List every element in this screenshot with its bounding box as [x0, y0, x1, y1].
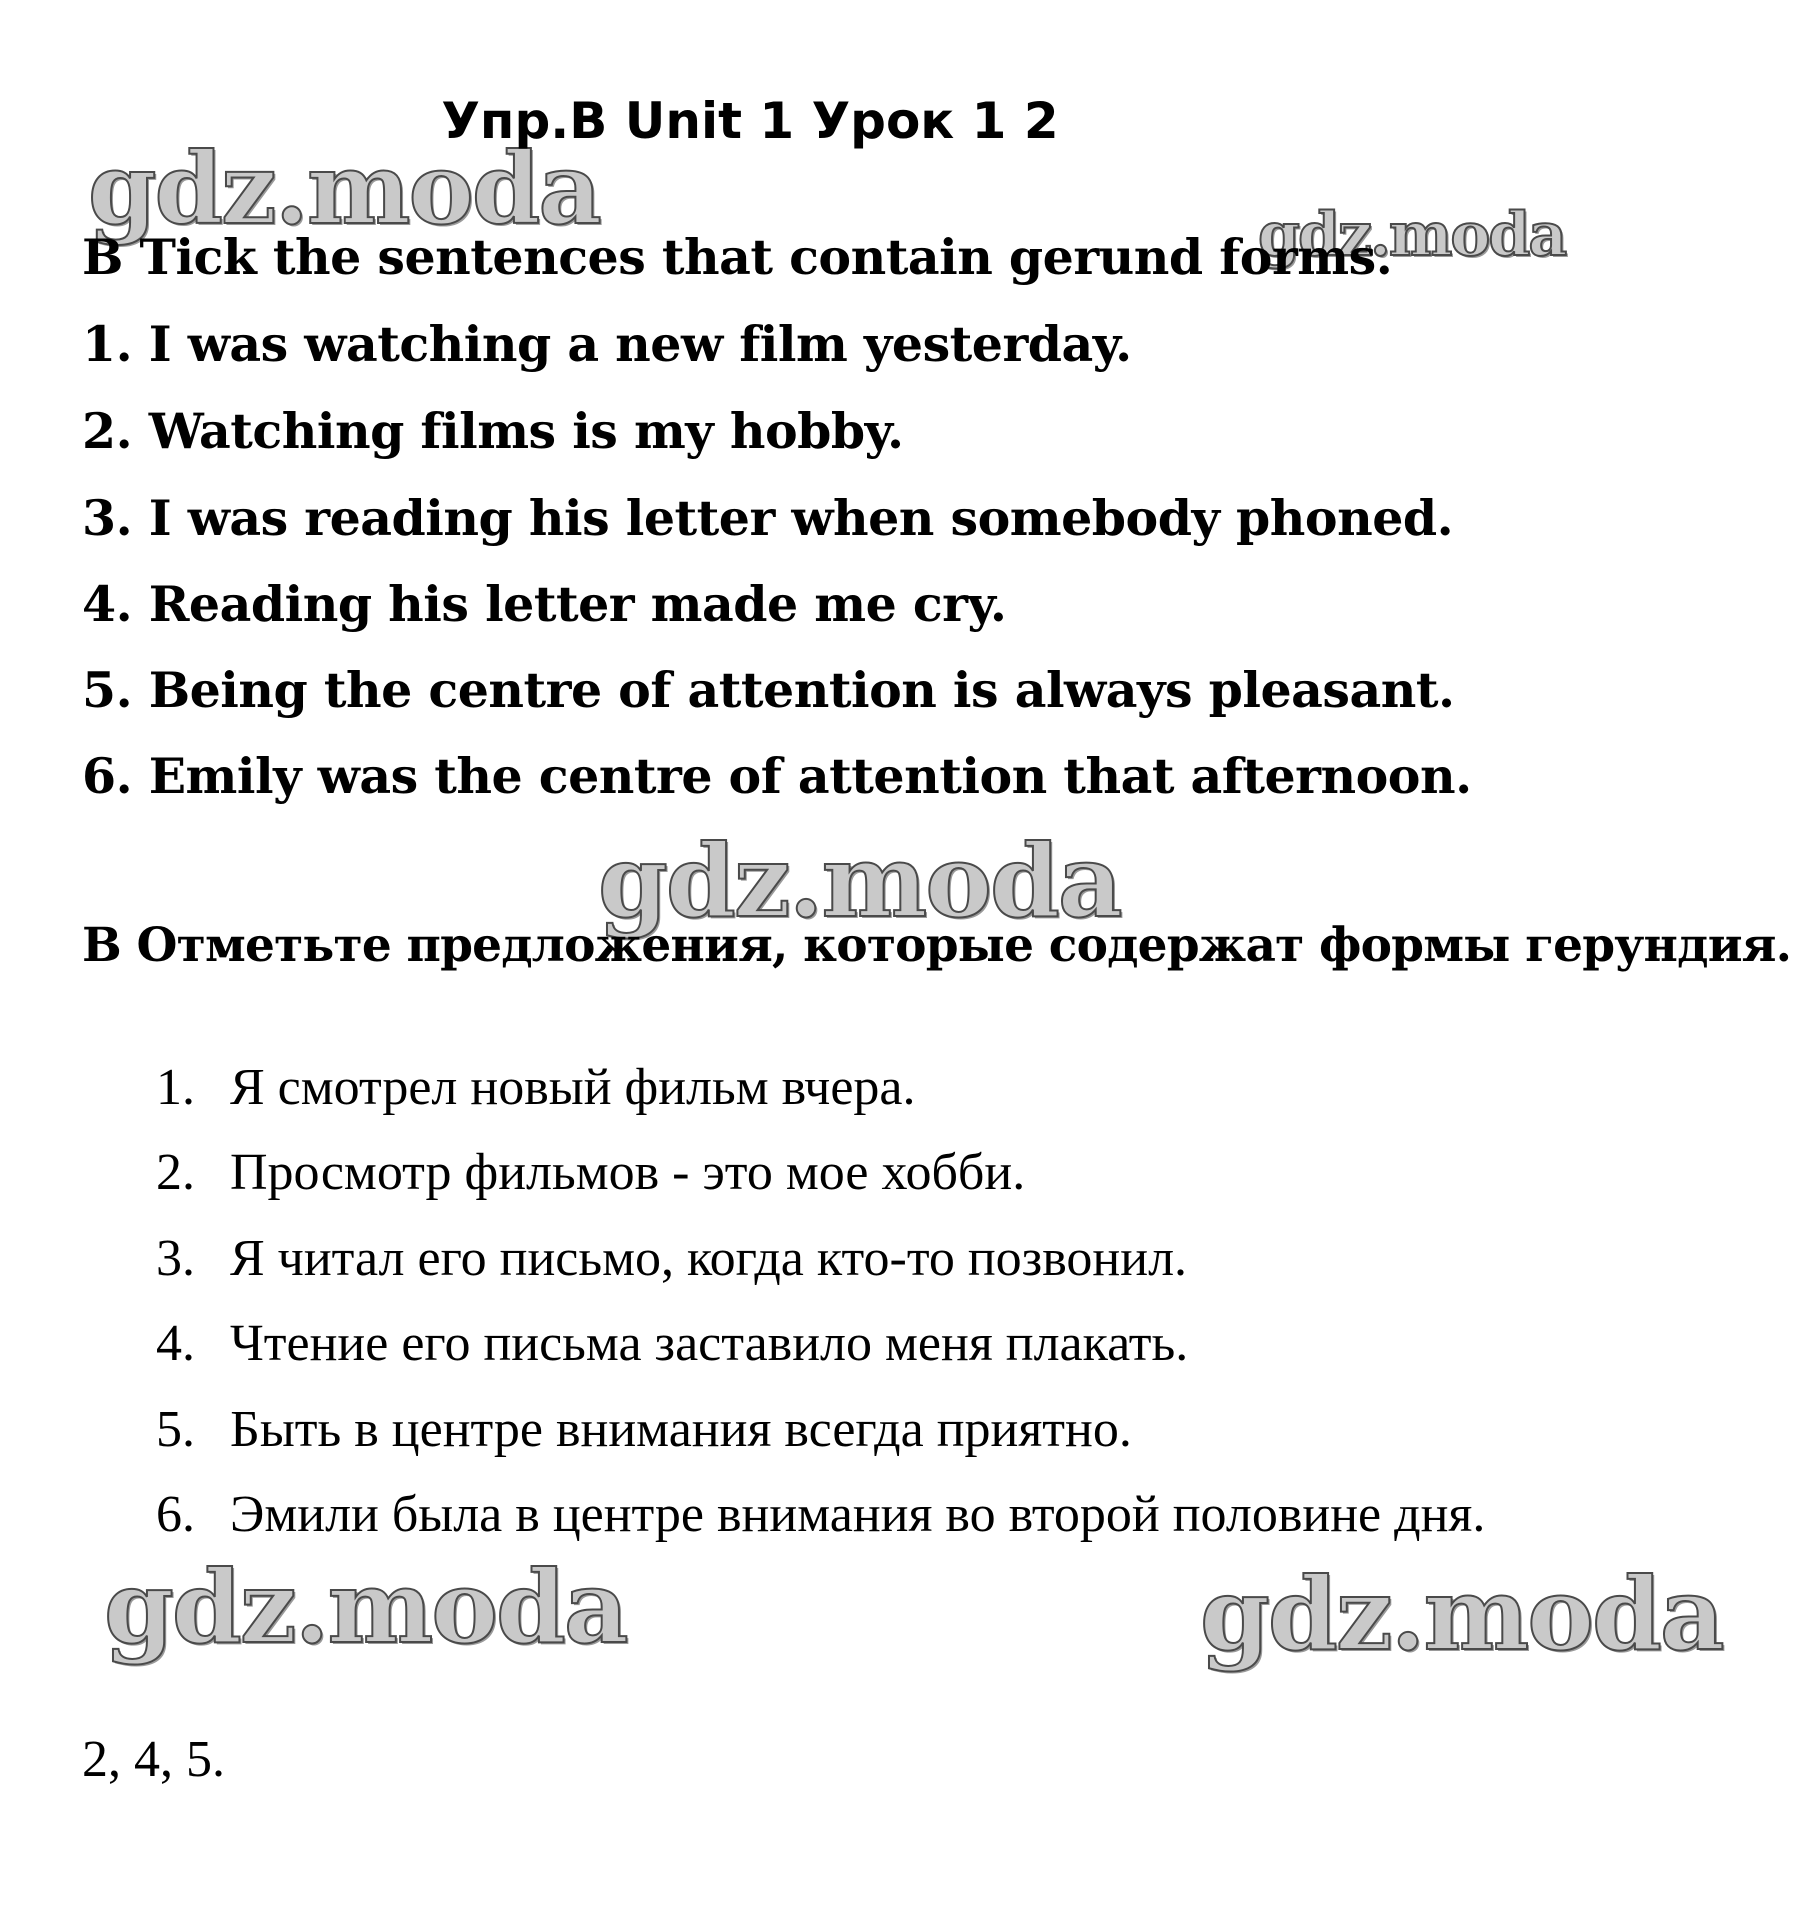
russian-item [156, 1229, 1187, 1288]
watermark-logo: gdz.moda [1200, 1555, 1723, 1673]
item-text: Быть в центре внимания всегда приятно. [230, 1401, 1132, 1458]
item-number: 5. [156, 1401, 195, 1458]
english-item: 1. I was watching a new film yesterday. [82, 315, 1132, 373]
english-item: 6. Emily was the centre of attention that afternoon. [82, 747, 1472, 805]
item-number: 2. [156, 1144, 195, 1201]
watermark-logo: gdz.moda [88, 132, 600, 247]
item-number: 1. [156, 1059, 195, 1116]
russian-heading: B Отметьте предложения, которые содержат формы герундия. [82, 918, 1792, 973]
item-text: Я смотрел новый фильм вчера. [230, 1059, 916, 1116]
item-number: 6. [156, 1486, 195, 1543]
english-item: 5. Being the centre of attention is always pleasant. [82, 661, 1455, 719]
russian-item [156, 1400, 1132, 1459]
watermark-logo: gdz.moda [598, 822, 1121, 940]
watermark-logo: gdz.moda [1258, 200, 1566, 270]
item-text: Эмили была в центре внимания во второй половине дня. [230, 1486, 1486, 1543]
watermark-logo: gdz.moda [104, 1548, 627, 1666]
english-item: 2. Watching films is my hobby. [82, 402, 904, 460]
item-number: 3. [156, 1230, 195, 1287]
item-number: 4. [156, 1315, 195, 1372]
english-heading: B Tick the sentences that contain gerund forms. [82, 228, 1393, 286]
item-text: Я читал его письмо, когда кто-то позвонил. [230, 1230, 1188, 1287]
russian-item [156, 1314, 1188, 1373]
item-text: Просмотр фильмов - это мое хобби. [230, 1144, 1026, 1201]
english-item: 4. Reading his letter made me cry. [82, 575, 1007, 633]
page-title: Упр.B Unit 1 Урок 1 2 [441, 92, 1059, 150]
russian-item [156, 1143, 1025, 1202]
answer-text: 2, 4, 5. [82, 1731, 225, 1788]
english-item: 3. I was reading his letter when somebody phoned. [82, 489, 1454, 547]
russian-item [156, 1485, 1485, 1544]
russian-item [156, 1058, 916, 1117]
item-text: Чтение его письма заставило меня плакать. [230, 1315, 1189, 1372]
